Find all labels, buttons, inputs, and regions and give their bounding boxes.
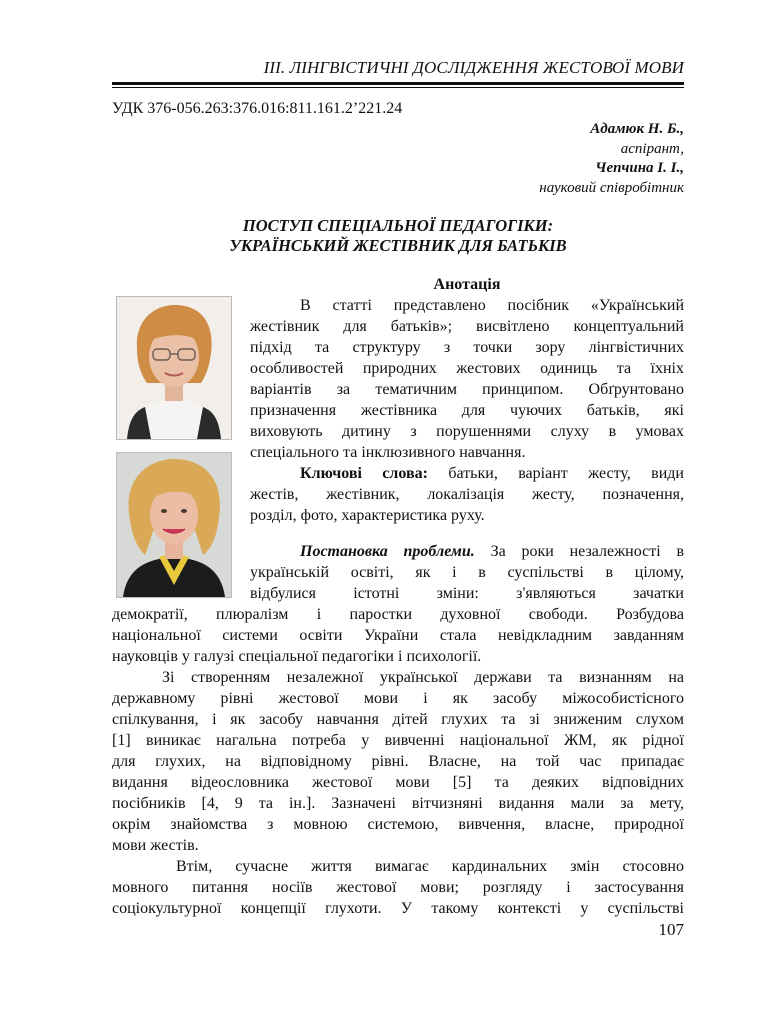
problem-line: національної системи освіти України стала невідкладним завданням	[112, 627, 684, 644]
paragraph-2-line: видання відеословника жестової мови [5] та деяких відповідних	[112, 774, 684, 791]
annotation-line: жестівник для батьків»; висвітлено концептуальний	[250, 318, 684, 335]
paragraph-2-line: державному рівні жестової мови і як засобу міжособистісного	[112, 690, 684, 707]
paragraph-2-line: мови жестів.	[112, 837, 199, 854]
paragraph-2-line: [1] виникає нагальна потреба у вивченні національної ЖМ, як рідної	[112, 732, 684, 749]
author-1-photo	[116, 296, 232, 440]
article-title	[112, 216, 684, 256]
paragraph-2-line: спілкування, і як засобу навчання дітей глухих та зі зниженим слухом	[112, 711, 684, 728]
title-line-2: УКРАЇНСЬКИЙ ЖЕСТІВНИК ДЛЯ БАТЬКІВ	[229, 236, 567, 255]
author-2-name: Чепчина І. І.,	[595, 160, 684, 176]
page-number: 107	[658, 920, 684, 939]
paragraph-2-line: для глухих, на відповідному рівні. Власне, на той час припадає	[112, 753, 684, 770]
title-line-1: ПОСТУП СПЕЦІАЛЬНОЇ ПЕДАГОГІКИ:	[242, 216, 554, 235]
header-rule-thick	[112, 82, 684, 85]
paragraph-2-line: посібників [4, 9 та ін.]. Зазначені вітчизняні видання мали за мету,	[112, 795, 684, 812]
annotation-line: В статті представлено посібник «Український	[300, 297, 684, 314]
paragraph-3-line: соціокультурної концепції глухоти. У такому контексті у суспільстві	[112, 900, 684, 917]
author-1-name: Адамюк Н. Б.,	[590, 121, 684, 137]
keywords-line: жестів, жестівник, локалізація жесту, позначення,	[250, 486, 684, 503]
problem-label: Постановка проблеми.	[300, 543, 475, 560]
annotation-line: підхід та структуру з точки зору лінгвістичних	[250, 339, 684, 356]
paragraph-3-line: мовного питання носіїв жестової мови; розгляду і застосування	[112, 879, 684, 896]
author-1-portrait	[117, 297, 231, 439]
author-2-photo	[116, 452, 232, 598]
paragraph-2-line: Зі створенням незалежної української держави та визнанням на	[162, 669, 684, 686]
annotation-heading: Анотація	[433, 276, 501, 293]
author-block	[539, 120, 684, 198]
author-2-role: науковий співробітник	[539, 179, 684, 196]
header-rule-thin	[112, 87, 684, 88]
author-2-portrait	[117, 453, 231, 597]
keywords-line	[250, 464, 684, 484]
annotation-line: особливостей природних жестових одиниць та їхніх	[250, 360, 684, 377]
problem-text: За роки незалежності в	[490, 543, 685, 560]
problem-line: відбулися істотні зміни: з'являються зачатки	[250, 585, 684, 602]
keywords-text: батьки, варіант жесту, види	[448, 465, 684, 482]
keywords-line: розділ, фото, характеристика руху.	[250, 507, 485, 524]
paragraph-3-line: Втім, сучасне життя вимагає кардинальних змін стосовно	[176, 858, 684, 875]
annotation-line: виховують дитину з порушеннями слуху в умовах	[250, 423, 684, 440]
keywords-label: Ключові слова:	[300, 465, 428, 482]
annotation-line: призначення жестівника для чуючих батьків, які	[250, 402, 684, 419]
problem-line: науковців у галузі спеціальної педагогіки і психології.	[112, 648, 482, 665]
problem-line: демократії, плюралізм і паростки духовної свободи. Розбудова	[112, 606, 684, 623]
annotation-line: спеціального та інклюзивного навчання.	[250, 444, 526, 461]
paragraph-2-line: окрім знайомства з мовною системою, вивчення, власне, природної	[112, 816, 684, 833]
annotation-line: варіантів за тематичним принципом. Обґрунтовано	[250, 381, 684, 398]
author-1-role: аспірант,	[620, 140, 684, 157]
running-header: ІІІ. ЛІНГВІСТИЧНІ ДОСЛІДЖЕННЯ ЖЕСТОВОЇ МОВИ	[263, 58, 684, 77]
udk-code: УДК 376-056.263:376.016:811.161.2’221.24	[112, 100, 403, 117]
problem-line	[250, 542, 684, 562]
problem-line: українській освіті, як і в суспільстві в цілому,	[250, 564, 684, 581]
